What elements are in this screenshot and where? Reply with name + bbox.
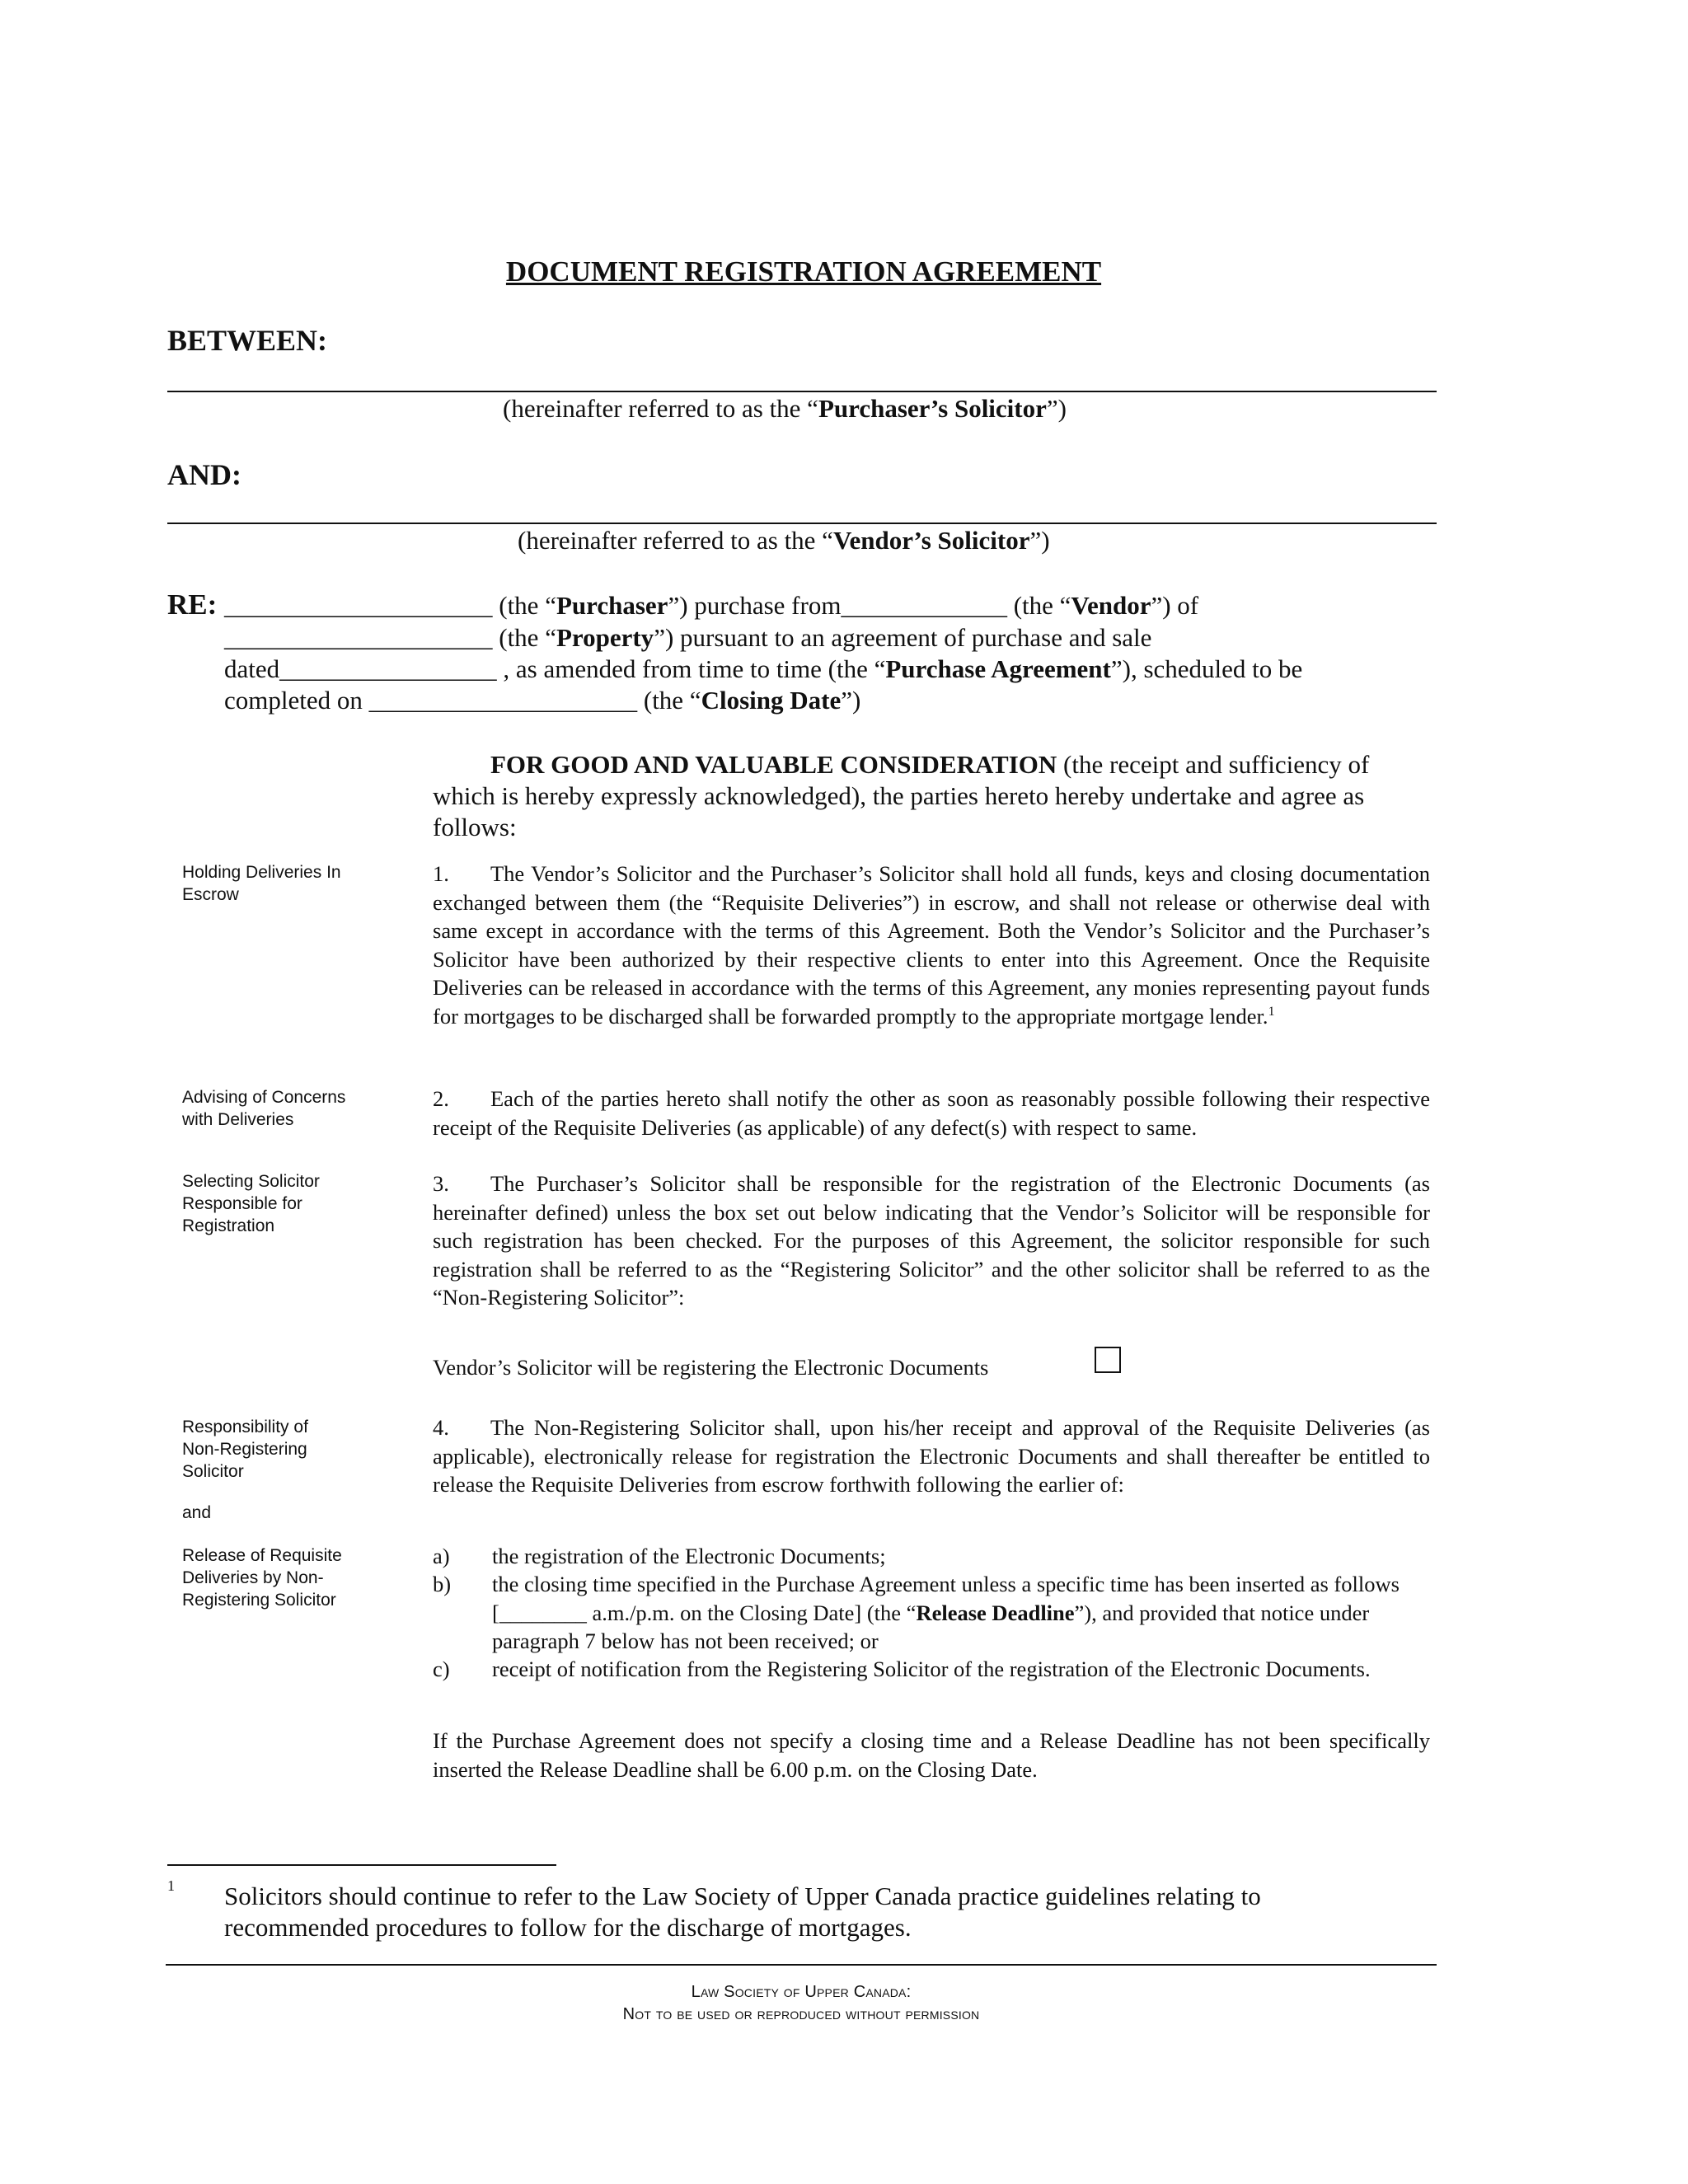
footnote-separator <box>167 1864 556 1866</box>
document-title: DOCUMENT REGISTRATION AGREEMENT <box>505 255 1102 288</box>
paragraph-1: 1. The Vendor’s Solicitor and the Purchaser’s Solicitor shall hold all funds, keys and closing documentation exchanged between them (the “Requisite Deliveries”) in escrow, and shall not release or otherwise deal with same except in accordance with the terms of this Agreement. Both the Vendor’s Solicitor and the Purchaser’s Solicitor have been authorized by their respective clients to enter into this Agreement. Once the Requisite Deliveries can be released in accordance with the terms of this Agreement, any monies representing payout funds for mortgages to be discharged shall be forwarded promptly to the appropriate mortgage lender.$^1$ <box>433 861 1430 1029</box>
vendor-registering-checkbox[interactable] <box>1095 1347 1121 1373</box>
checkbox-label: Vendor’s Solicitor will be registering the Electronic Documents <box>433 1355 989 1380</box>
re-line-4: completed on _____________________ (the “Closing Date”) <box>224 686 861 715</box>
vendor-solicitor-reference: (hereinafter referred to as the “Vendor’s Solicitor”) <box>518 526 1050 555</box>
margin-note-and: and <box>182 1503 212 1522</box>
margin-note-advising-concerns: Advising of Concerns with Deliveries <box>182 1088 346 1129</box>
re-line-2: _____________________ (the “Property”) pursuant to an agreement of purchase and sale <box>224 623 1152 652</box>
footnote-mark: 1 <box>167 1877 175 1894</box>
re-line-1: _____________________ (the “Purchaser”) purchase from_____________ (the “Vendor”) of <box>224 591 1199 620</box>
purchaser-solicitor-reference: (hereinafter referred to as the “Purchaser’s Solicitor”) <box>503 394 1067 423</box>
list-item-b: b) the closing time specified in the Purchase Agreement unless a specific time has been inserted as follows [________ a.m./p.m. on the Closing Date] (the “Release Deadline”), and provided that notice under paragraph 7 below has not been received; or <box>433 1572 1400 1653</box>
margin-note-release: Release of Requisite Deliveries by Non-Registering Solicitor <box>182 1546 342 1610</box>
footer-separator <box>166 1964 1437 1966</box>
margin-note-holding-deliveries: Holding Deliveries In Escrow <box>182 863 341 904</box>
footer-line-1: Law Society of Upper Canada: <box>691 1983 912 2001</box>
consideration-paragraph: FOR GOOD AND VALUABLE CONSIDERATION (the receipt and sufficiency of which is hereby expressly acknowledged), the parties hereto hereby undertake and agree as follows: <box>433 750 1370 841</box>
between-label: BETWEEN: <box>167 324 328 357</box>
footer-line-2: Not to be used or reproduced without permission <box>622 2005 980 2023</box>
paragraph-4: 4. The Non-Registering Solicitor shall, upon his/her receipt and approval of the Requisite Deliveries (as applicable), electronically release for registration the Electronic Documents and shall thereafter be entitled to release the Requisite Deliveries from escrow forthwith following the earlier of: <box>433 1415 1430 1497</box>
purchaser-solicitor-blank-line <box>167 391 1437 392</box>
re-line-3: dated_________________ , as amended from time to time (the “Purchase Agreement”), scheduled to be <box>224 654 1303 683</box>
re-label: RE: <box>167 588 218 621</box>
vendor-solicitor-blank-line <box>167 523 1437 524</box>
and-label: AND: <box>167 458 241 491</box>
footnote-text: Solicitors should continue to refer to the Law Society of Upper Canada practice guidelines relating to recommended procedures to follow for the discharge of mortgages. <box>224 1882 1261 1942</box>
paragraph-3: 3. The Purchaser’s Solicitor shall be responsible for the registration of the Electronic Documents (as hereinafter defined) unless the box set out below indicating that the Vendor’s Solicitor will be responsible for such registration has been checked. For the purposes of this Agreement, the solicitor responsible for such registration shall be referred to as the “Registering Solicitor” and the other solicitor shall be referred to as the “Non-Registering Solicitor”: <box>433 1171 1430 1310</box>
margin-note-responsibility: Responsibility of Non-Registering Solicitor <box>182 1418 308 1481</box>
footnote-reference: 1 <box>1268 1004 1275 1019</box>
list-item-c: c) receipt of notification from the Registering Solicitor of the registration of the Electronic Documents. <box>433 1657 1371 1681</box>
release-deadline-paragraph: If the Purchase Agreement does not specify a closing time and a Release Deadline has not been specifically inserted the Release Deadline shall be 6.00 p.m. on the Closing Date. <box>433 1728 1430 1782</box>
margin-note-selecting-solicitor: Selecting Solicitor Responsible for Registration <box>182 1172 320 1235</box>
list-item-a: a) the registration of the Electronic Documents; <box>433 1544 886 1568</box>
paragraph-2: 2. Each of the parties hereto shall notify the other as soon as reasonably possible following their respective receipt of the Requisite Deliveries (as applicable) of any defect(s) with respect to same. <box>433 1086 1430 1140</box>
